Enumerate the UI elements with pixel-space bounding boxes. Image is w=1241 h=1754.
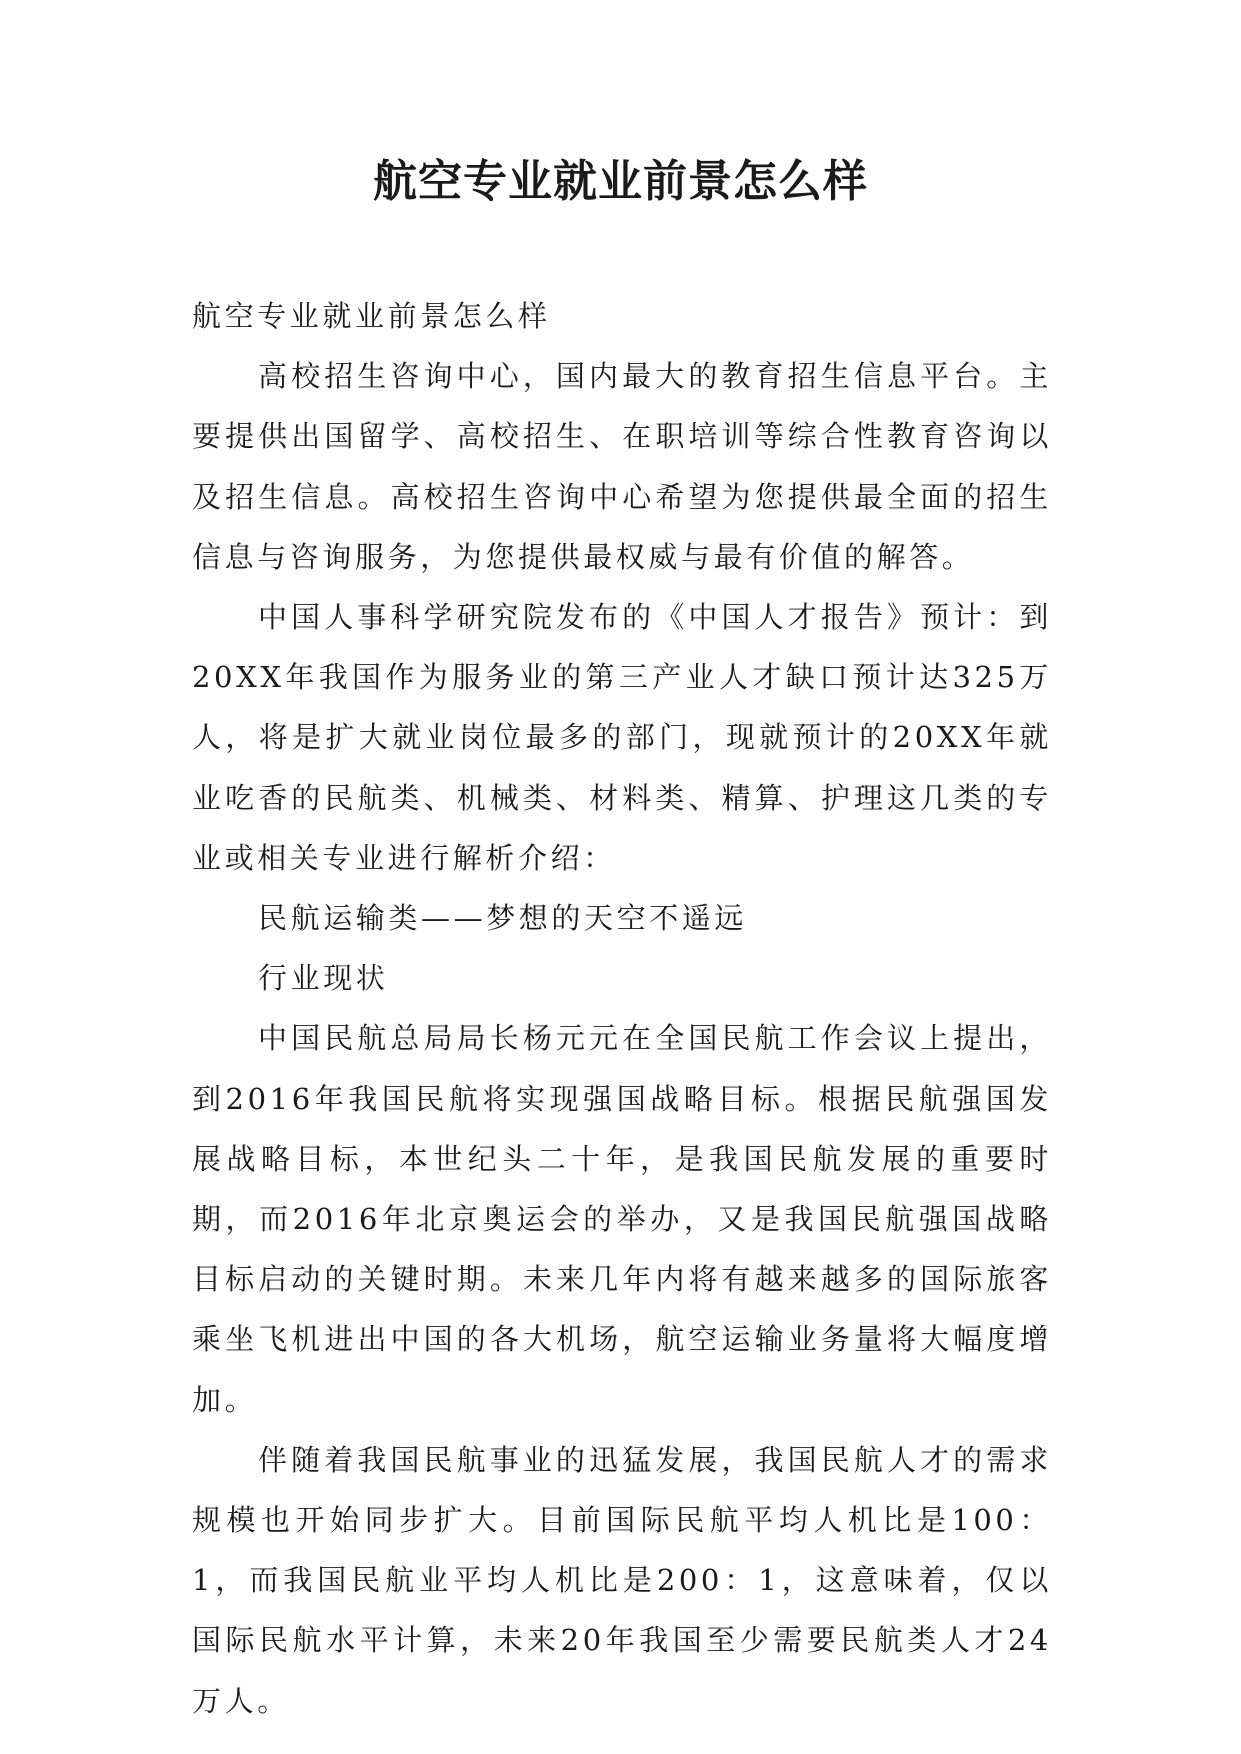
subsection-heading-industry-status: 行业现状 xyxy=(258,961,389,996)
document-title: 航空专业就业前景怎么样 xyxy=(373,156,868,207)
document-body xyxy=(192,286,1052,1731)
paragraph-heading: 航空专业就业前景怎么样 xyxy=(192,299,551,333)
section-heading-civil-aviation: 民航运输类——梦想的天空不遥远 xyxy=(258,901,748,936)
paragraph-talent-demand: 伴随着我国民航事业的迅猛发展，我国民航人才的需求规模也开始同步扩大。目前国际民航平均人机比是100：1，而我国民航业平均人机比是200：1，这意味着，仅以国际民航水平计算，未来20年我国至少需要民航类人才24万人。 xyxy=(192,1442,1052,1718)
paragraph-intro: 高校招生咨询中心，国内最大的教育招生信息平台。主要提供出国留学、高校招生、在职培训等综合性教育咨询以及招生信息。高校招生咨询中心希望为您提供最全面的招生信息与咨询服务，为您提供最权威与最有价值的解答。 xyxy=(192,359,1052,574)
paragraph-strategy: 中国民航总局局长杨元元在全国民航工作会议上提出，到2016年我国民航将实现强国战略目标。根据民航强国发展战略目标，本世纪头二十年，是我国民航发展的重要时期，而2016年北京奥运会的举办，又是我国民航强国战略目标启动的关键时期。未来几年内将有越来越多的国际旅客乘坐飞机进出中国的各大机场，航空运输业务量将大幅度增加。 xyxy=(192,1021,1052,1417)
paragraph-report: 中国人事科学研究院发布的《中国人才报告》预计：到20XX年我国作为服务业的第三产业人才缺口预计达325万人，将是扩大就业岗位最多的部门，现就预计的20XX年就业吃香的民航类、机械类、材料类、精算、护理这几类的专业或相关专业进行解析介绍： xyxy=(192,600,1052,875)
